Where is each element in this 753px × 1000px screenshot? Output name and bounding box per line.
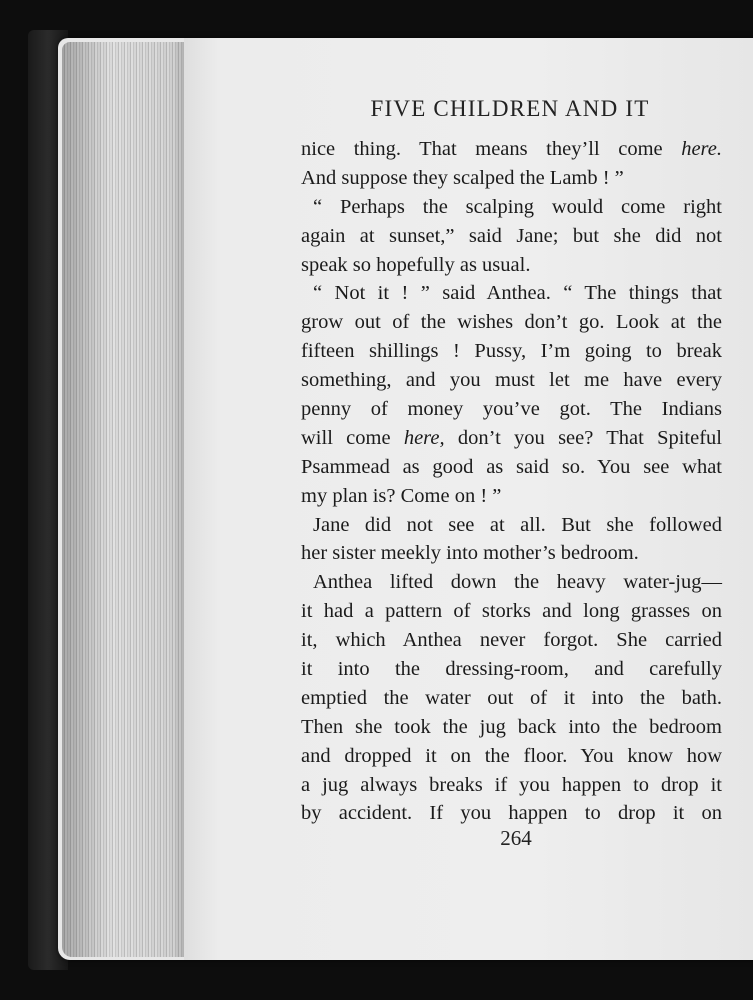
text-line <box>301 482 722 511</box>
text-line <box>301 453 722 482</box>
text-span: by accident. If you happen to drop it on <box>301 802 722 825</box>
text-line <box>301 395 722 424</box>
text-span: something, and you must let me have every <box>301 369 722 392</box>
text-span: Anthea lifted down the heavy water-jug— <box>313 571 722 594</box>
text-line <box>301 713 722 742</box>
text-span: fifteen shillings ! Pussy, I’m going to break <box>301 340 722 363</box>
text-line <box>301 568 722 597</box>
text-span: it had a pattern of storks and long grasses on <box>301 600 722 623</box>
page-number: 264 <box>500 826 532 850</box>
text-span: Then she took the jug back into the bedroom <box>301 715 722 738</box>
text-span: again at sunset,” said Jane; but she did not <box>301 224 722 247</box>
text-line <box>301 164 722 193</box>
text-line <box>301 308 722 337</box>
text-span: “ Perhaps the scalping would come right <box>313 195 722 218</box>
text-line <box>301 222 722 251</box>
text-span: her sister meekly into mother’s bedroom. <box>301 542 639 565</box>
text-line <box>301 251 722 280</box>
text-line <box>301 539 722 568</box>
text-line <box>301 799 722 828</box>
text-line <box>301 626 722 655</box>
text-span: grow out of the wishes don’t go. Look at the <box>301 311 722 334</box>
text-span: penny of money you’ve got. The Indians <box>301 398 722 421</box>
text-span: And suppose they scalped the Lamb ! ” <box>301 166 624 189</box>
text-span: don’t you see? That Spiteful <box>444 426 722 449</box>
text-line <box>301 742 722 771</box>
text-span: speak so hopefully as usual. <box>301 253 531 276</box>
page-edges <box>62 42 184 957</box>
text-span: Psammead as good as said so. You see what <box>301 455 722 478</box>
text-line <box>301 424 722 453</box>
text-span: will come <box>301 426 404 449</box>
text-line <box>301 279 722 308</box>
text-line <box>301 511 722 540</box>
text-span: emptied the water out of it into the bath. <box>301 686 722 709</box>
italic-text: here, <box>403 426 445 449</box>
text-span: a jug always breaks if you happen to drop it <box>301 773 722 796</box>
text-line <box>301 135 722 164</box>
text-line <box>301 597 722 626</box>
text-span: it into the dressing-room, and carefully <box>301 658 722 681</box>
text-span: and dropped it on the floor. You know how <box>301 744 722 767</box>
text-span: my plan is? Come on ! ” <box>301 484 502 507</box>
text-span: Jane did not see at all. But she followed <box>313 513 722 536</box>
text-line <box>301 337 722 366</box>
text-span: it, which Anthea never forgot. She carried <box>301 629 722 652</box>
running-head: FIVE CHILDREN AND IT <box>370 96 650 121</box>
text-span: nice thing. That means they’ll come <box>301 138 682 160</box>
text-line <box>301 655 722 684</box>
text-span: “ Not it ! ” said Anthea. “ The things that <box>313 282 722 305</box>
text-line <box>301 193 722 222</box>
italic-text: here. <box>681 138 722 160</box>
body-text <box>301 135 722 828</box>
text-line <box>301 366 722 395</box>
text-line <box>301 684 722 713</box>
text-line <box>301 771 722 800</box>
